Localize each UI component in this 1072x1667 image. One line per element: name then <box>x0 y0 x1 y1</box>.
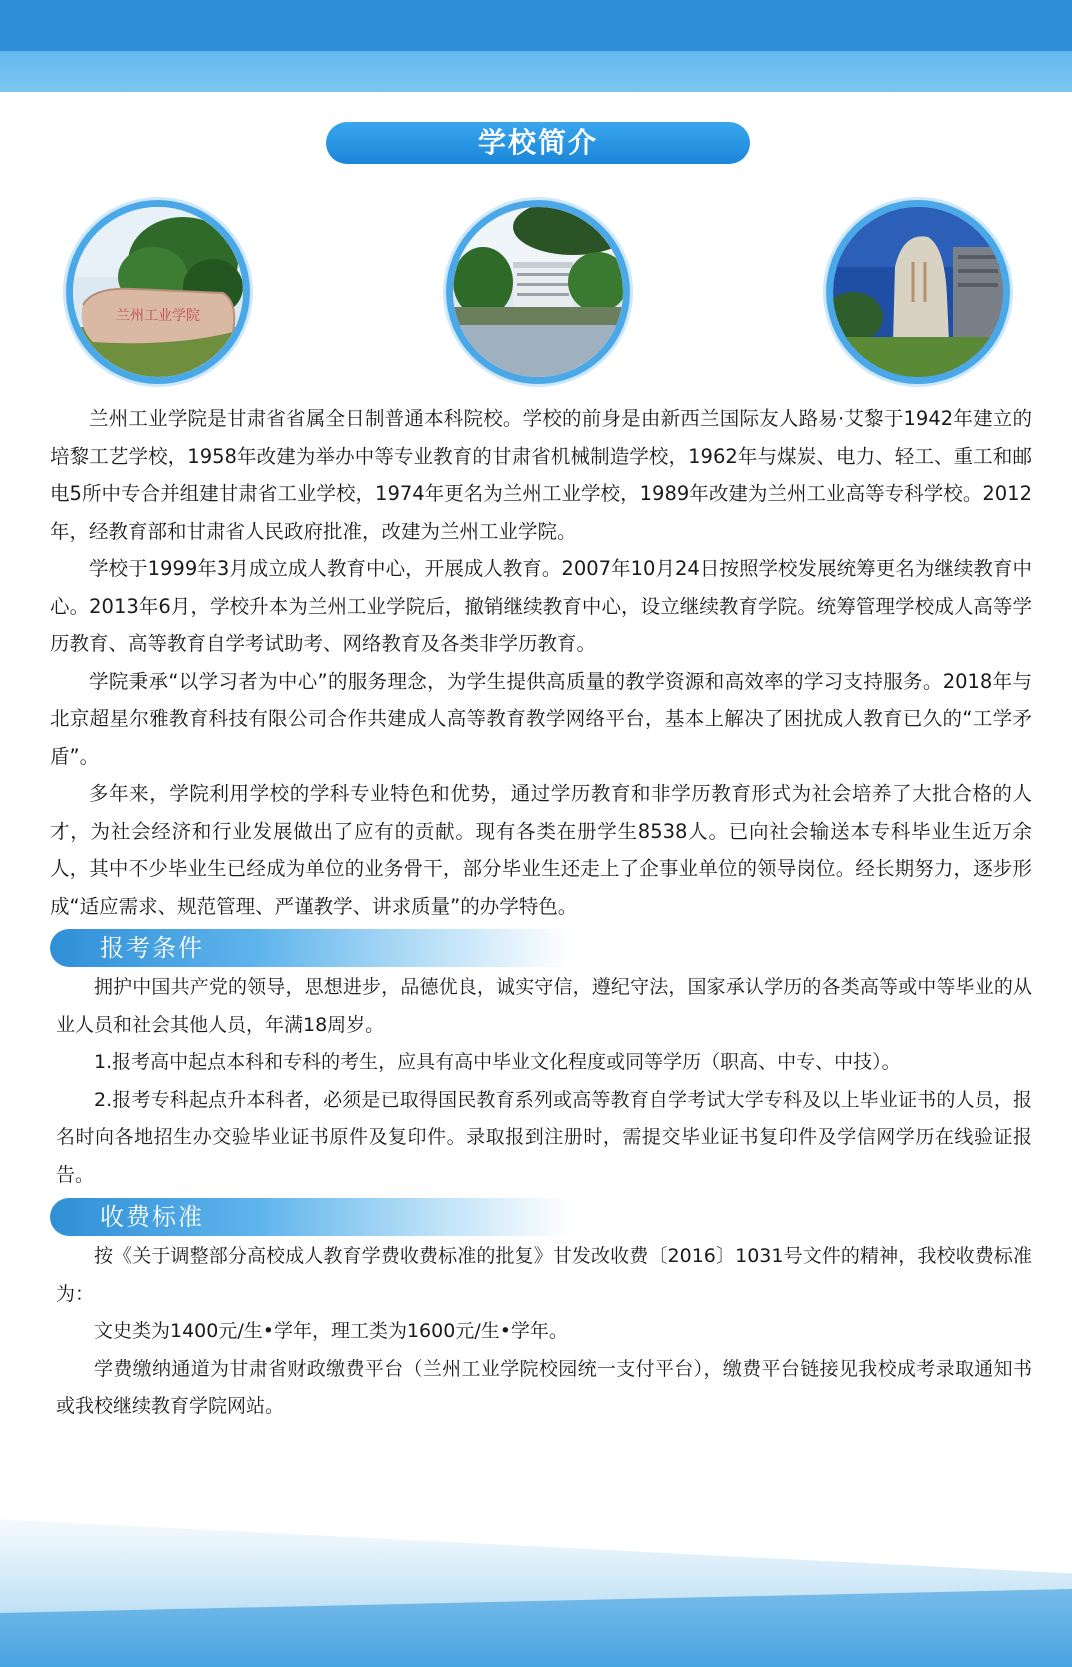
fees-paragraph-2: 文史类为1400元/生•学年，理工类为1600元/生•学年。 <box>94 1320 568 1342</box>
page-title: 学校简介 <box>326 122 750 164</box>
fees-section <box>50 1238 1032 1426</box>
campus-stone-photo <box>66 200 250 384</box>
requirements-paragraph-3: 2.报考专科起点升本科者，必须是已取得国民教育系列或高等教育自学考试大学专科及以上毕业证书的人员，报名时向各地招生办交验毕业证书原件及复印件。录取报到注册时，需提交毕业证书复印件及学信网学历在线验证报告。 <box>56 1088 1032 1186</box>
main-content <box>50 400 1032 1426</box>
fees-heading-label: 收费标准 <box>100 1203 204 1231</box>
requirements-paragraph-1: 拥护中国共产党的领导，思想进步，品德优良，诚实守信，遵纪守法，国家承认学历的各类高等或中等毕业的从业人员和社会其他人员，年满18周岁。 <box>56 976 1032 1036</box>
intro-paragraph-3: 学院秉承“以学习者为中心”的服务理念，为学生提供高质量的教学资源和高效率的学习支持服务。2018年与北京超星尔雅教育科技有限公司合作共建成人高等教育教学网络平台，基本上解决了困扰成人教育已久的“工学矛盾”。 <box>50 669 1032 768</box>
fees-paragraph-3: 学费缴纳通道为甘肃省财政缴费平台（兰州工业学院校园统一支付平台），缴费平台链接见我校成考录取通知书或我校继续教育学院网站。 <box>56 1357 1032 1417</box>
requirements-paragraph-2: 1.报考高中起点本科和专科的考生，应具有高中毕业文化程度或同等学历（职高、中专、中技）。 <box>94 1051 901 1073</box>
campus-monument-photo <box>826 200 1010 384</box>
campus-building-photo <box>446 200 630 384</box>
top-decorative-band <box>0 0 1072 92</box>
intro-paragraph-1: 兰州工业学院是甘肃省省属全日制普通本科院校。学校的前身是由新西兰国际友人路易·艾黎于1942年建立的培黎工艺学校，1958年改建为举办中等专业教育的甘肃省机械制造学校，1962年与煤炭、电力、轻工、重工和邮电5所中专合并组建甘肃省工业学校，1974年更名为兰州工业学校，1989年改建为兰州工业高等专科学校。2012年，经教育部和甘肃省人民政府批准，改建为兰州工业学院。 <box>50 407 1032 543</box>
fees-heading <box>50 1198 570 1236</box>
requirements-heading-label: 报考条件 <box>100 934 204 962</box>
intro-paragraph-2: 学校于1999年3月成立成人教育中心，开展成人教育。2007年10月24日按照学校发展统筹更名为继续教育中心。2013年6月，学校升本为兰州工业学院后，撤销继续教育中心，设立继续教育学院。统筹管理学校成人高等学历教育、高等教育自学考试助考、网络教育及各类非学历教育。 <box>50 557 1032 655</box>
intro-paragraph-4: 多年来，学院利用学校的学科专业特色和优势，通过学历教育和非学历教育形式为社会培养了大批合格的人才，为社会经济和行业发展做出了应有的贡献。现有各类在册学生8538人。已向社会输送本专科毕业生近万余人，其中不少毕业生已经成为单位的业务骨干，部分毕业生还走上了企事业单位的领导岗位。经长期努力，逐步形成“适应需求、规范管理、严谨教学、讲求质量”的办学特色。 <box>50 782 1032 918</box>
requirements-section <box>50 969 1032 1194</box>
fees-paragraph-1: 按《关于调整部分高校成人教育学费收费标准的批复》甘发改收费〔2016〕1031号文件的精神，我校收费标准为： <box>56 1245 1032 1305</box>
intro-section <box>50 400 1032 925</box>
requirements-heading <box>50 929 570 967</box>
stone-engraving: 兰州工业学院 <box>116 308 200 324</box>
